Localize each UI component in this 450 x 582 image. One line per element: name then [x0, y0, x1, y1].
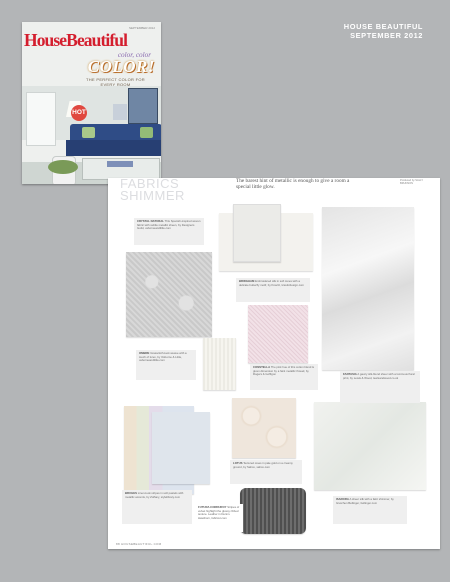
cover-sofa-seat [66, 140, 161, 156]
fabric-swatch-silver-sheer [322, 207, 414, 370]
caption-text: Grasscloth-look weave with a touch of lurex, by Osborne & Little, osborneandlittle.com [139, 351, 187, 363]
caption-name: ISADORA [336, 497, 349, 501]
caption-text: The pink hue of this cotton blend is given dimension by a faint metallic thread, by Rogers & Goffigon [253, 365, 315, 377]
caption [230, 460, 302, 484]
fabric-swatch-blue [152, 412, 210, 484]
caption-text: A sheer silk with a faint shimmer, by Gretchen Bellinger, bellinger.com [336, 497, 394, 505]
caption [122, 490, 192, 524]
caption-name: FUTURA CORDUROY [198, 505, 227, 509]
fabric-swatch-grasscloth [203, 338, 236, 390]
cover-masthead: HouseBeautiful [24, 30, 128, 50]
cover-headline: COLOR! [87, 57, 155, 76]
caption-name: CRYSTAL NATURAL [137, 219, 164, 223]
caption-text: Textured roses in pale gold on a creamy ground, by Sahco, sahco.com [233, 461, 293, 469]
caption [134, 218, 204, 245]
magazine-cover [22, 22, 161, 184]
fabric-swatch-butterfly-detail [233, 204, 281, 262]
caption [136, 350, 196, 380]
fabric-swatch-pink [248, 305, 308, 363]
fabric-swatch-roses [232, 398, 296, 458]
caption-name: CONSTELLA [253, 365, 271, 369]
issue-date: SEPTEMBER 2012 [350, 31, 423, 40]
fabric-swatch-sheer [314, 402, 426, 490]
cover-pillow [140, 127, 153, 138]
caption [340, 371, 420, 403]
cover-plant [48, 160, 78, 174]
fabric-swatch-corduroy [240, 488, 306, 534]
cover-kicker: color, color [117, 51, 151, 59]
caption-name: BRUGES [125, 491, 137, 495]
fabrics-spread-page [108, 178, 440, 549]
caption-name: BRIDGHAM [239, 279, 255, 283]
caption [250, 364, 318, 390]
caption-text: Linen-look stripes in soft pastels with metallic accents, by Zoffany, stylelibrary.com [125, 491, 184, 499]
caption-text: Embroidered silk in soft tones with a delicate butterfly motif, by Kravitz, kravitzdesign.com [239, 279, 304, 287]
spread-intro: The barest hint of metallic is enough to give a room a special little glow. [236, 178, 350, 191]
spread-credit: Produced by SALLY BRUNSON [400, 179, 424, 186]
caption [333, 496, 407, 524]
spread-title-line2: SHIMMER [120, 188, 185, 203]
cover-dateline: SEPTEMBER 2012 [128, 26, 155, 30]
magazine-name: HOUSE BEAUTIFUL [343, 22, 423, 31]
cover-tray [107, 161, 133, 167]
page-header [344, 22, 423, 40]
cover-pillow [82, 127, 95, 138]
caption-text: A gauzy silk-blend sheer with a luminous floral print, by Lewis & Wood, lewisandwood.co.uk [343, 372, 415, 380]
spread-title-line1: FABRICS [120, 178, 180, 191]
caption [236, 278, 310, 302]
caption-name: LOTUS [233, 461, 243, 465]
fabric-swatch-crystal [126, 252, 212, 337]
spread-title [120, 178, 185, 202]
hot-badge: HOT [71, 105, 87, 121]
caption-text: Stripes of velvet highlight the glossy ribbed texture. Leather in Denim. Hawthorn, fabricut.com [198, 505, 240, 521]
caption [195, 504, 243, 532]
caption-name: OMBRE [139, 351, 150, 355]
cover-subline: THE PERFECT COLOR FOR EVERY ROOM [86, 77, 145, 87]
caption-name: FANTASIA [343, 372, 357, 376]
caption-text: This Spanish-inspired woven fabric with subtle metallic sheen, by Designers Guild, osborneandlittle.com [137, 219, 201, 231]
cover-artwork-small [113, 104, 127, 120]
cover-window [26, 92, 56, 146]
cover-artwork [128, 88, 158, 124]
page-folio: 88 HOUSEBEAUTIFUL.COM [116, 542, 162, 546]
